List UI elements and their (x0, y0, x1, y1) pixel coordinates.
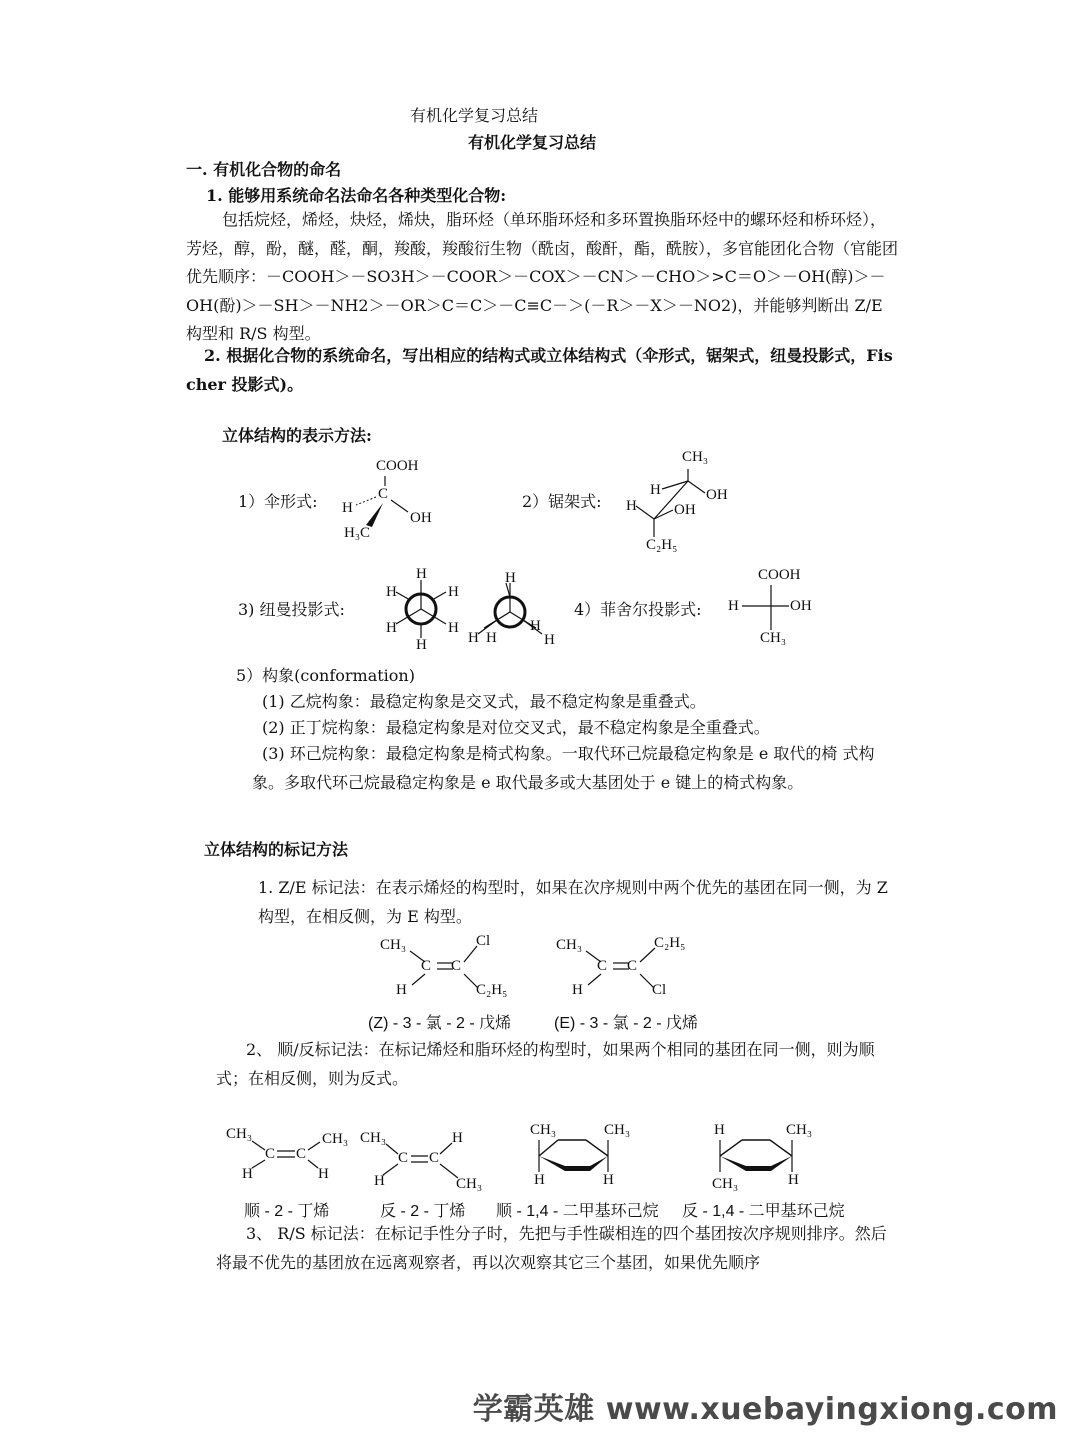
fischer-cooh: COOH (758, 567, 801, 583)
cis-butene-c1: C (265, 1146, 276, 1162)
z-c1: C (421, 958, 432, 974)
newman1-h-ul: H (386, 584, 397, 600)
cis-butene-caption: 顺 - 2 - 丁烯 (244, 1203, 330, 1220)
sawhorse-oh-top: OH (706, 487, 728, 503)
wedge-formula-label: 1）伞形式: (238, 492, 318, 511)
trans-dmch-ch3-l: CH₃ (712, 1176, 739, 1192)
trans-dmch-caption: 反 - 1,4 - 二甲基环己烷 (682, 1203, 845, 1220)
trans-butene-ch3-l: CH₃ (360, 1130, 387, 1146)
fischer-label: 4）菲舍尔投影式: (574, 600, 702, 619)
cis-butene-c2: C (296, 1146, 307, 1162)
ze-rule-text: 1. Z/E 标记法：在表示烯烃的构型时，如果在次序规则中两个优先的基团在同一侧，为 Z 构型，在相反侧，为 E 构型。 (258, 878, 888, 926)
e-caption: (E) - 3 - 氯 - 2 - 戊烯 (554, 1015, 699, 1032)
cis-butene-h-r: H (318, 1166, 329, 1182)
fischer-oh: OH (790, 598, 812, 614)
newman2-h-top: H (505, 570, 516, 586)
item-2-heading: 2. 根据化合物的系统命名，写出相应的结构式或立体结构式（伞形式，锯架式，纽曼投影式，Fischer 投影式)。 (186, 346, 893, 394)
page-title: 有机化学复习总结 (468, 133, 597, 152)
trans-butene-ch3-r: CH₃ (456, 1176, 483, 1192)
cis-dmch-h-r: H (603, 1172, 614, 1188)
e-ch3: CH₃ (556, 937, 583, 953)
newman2-h-l2: H (486, 630, 497, 646)
cis-butene-ch3-l: CH₃ (226, 1126, 253, 1142)
z-c2h5: C₂H₅ (476, 982, 508, 998)
section-heading-naming: 一. 有机化合物的命名 (186, 160, 342, 179)
sawhorse-h-top: H (650, 482, 661, 498)
cis-butene-h-l: H (242, 1166, 253, 1182)
stereo-notation-heading: 立体结构的标记方法 (204, 840, 349, 859)
paragraph-functional-groups: 包括烷烃，烯烃，炔烃，烯炔，脂环烃（单环脂环烃和多环置换脂环烃中的螺环烃和桥环烃），芳烃，醇，酚，醚，醛，酮，羧酸，羧酸衍生物（酰卤，酸酐，酯，酰胺），多官能团化合物（官能团优先顺序：－COOH＞－SO3H＞－COOR＞－COX＞－CN＞－CHO＞>C＝O＞－OH(醇)＞－OH(酚)＞－SH＞－NH2＞－OR＞C＝C＞－C≡C－＞(－R＞－X＞－NO2)，并能够判断出 Z/E 构型和 R/S 构型。 (186, 210, 899, 343)
newman2-h-r1: H (530, 618, 541, 634)
wedge-c: C (378, 486, 389, 502)
cis-dmch-h-l: H (534, 1172, 545, 1188)
trans-dmch-h-r: H (788, 1172, 799, 1188)
conformation-heading: 5）构象(conformation) (236, 666, 415, 685)
watermark: 学霸英雄 www.xuebayingxiong.com (472, 1392, 1058, 1427)
e-c2: C (627, 958, 638, 974)
z-ch3: CH₃ (380, 937, 407, 953)
stereo-representation-heading: 立体结构的表示方法: (222, 426, 372, 445)
newman2-h-r2: H (544, 632, 555, 648)
conformation-ethane: (1) 乙烷构象：最稳定构象是交叉式，最不稳定构象是重叠式。 (262, 692, 706, 711)
fischer-h: H (728, 598, 739, 614)
trans-butene-c1: C (398, 1150, 409, 1166)
sawhorse-ch3: CH₃ (682, 449, 709, 465)
trans-butene-caption: 反 - 2 - 丁烯 (380, 1203, 466, 1220)
newman1-h-ll: H (386, 620, 397, 636)
conformation-cyclohexane: (3) 环己烷构象：最稳定构象是椅式构象。一取代环己烷最稳定构象是 e 取代的椅 式构象。多取代环己烷最稳定构象是 e 取代最多或大基团处于 e 键上的椅式构象。 (252, 744, 875, 792)
z-cl: Cl (476, 933, 491, 949)
wedge-oh: OH (410, 510, 432, 526)
z-caption: (Z) - 3 - 氯 - 2 - 戊烯 (368, 1015, 512, 1032)
page-header: 有机化学复习总结 (410, 106, 539, 125)
newman1-h-bottom: H (416, 637, 427, 653)
rs-rule-text: 3、 R/S 标记法：在标记手性分子时，先把与手性碳相连的四个基团按次序规则排序。然后将最不优先的基团放在远离观察者，再以次观察其它三个基团，如果优先顺序 (216, 1224, 887, 1272)
e-cl: Cl (652, 982, 667, 998)
trans-dmch-ch3-r: CH₃ (786, 1122, 813, 1138)
fischer-ch3: CH₃ (760, 630, 787, 646)
sawhorse-c2h5: C₂H₅ (646, 537, 678, 553)
sawhorse-label: 2）锯架式: (522, 492, 602, 511)
cis-dmch-caption: 顺 - 1,4 - 二甲基环己烷 (496, 1203, 659, 1220)
z-h: H (396, 982, 407, 998)
newman2-h-l1: H (468, 630, 479, 646)
trans-dmch-h-l: H (714, 1122, 725, 1138)
e-c2h5: C₂H₅ (654, 935, 686, 951)
trans-butene-h-r: H (452, 1130, 463, 1146)
cis-dmch-ch3-r: CH₃ (604, 1122, 631, 1138)
cis-dmch-ch3-l: CH₃ (530, 1122, 557, 1138)
sawhorse-oh-bottom: OH (674, 502, 696, 518)
trans-butene-h-l: H (374, 1173, 385, 1189)
newman-label: 3) 纽曼投影式: (238, 600, 345, 619)
z-c2: C (451, 958, 462, 974)
item-1-heading: 1. 能够用系统命名法命名各种类型化合物: (206, 186, 507, 205)
conformation-butane: (2) 正丁烷构象：最稳定构象是对位交叉式，最不稳定构象是全重叠式。 (262, 718, 770, 737)
newman1-h-top: H (416, 566, 427, 582)
wedge-h3c: H₃C (344, 525, 371, 541)
wedge-cooh: COOH (376, 458, 419, 474)
e-h: H (572, 982, 583, 998)
trans-butene-c2: C (429, 1150, 440, 1166)
cis-trans-rule-text: 2、 顺/反标记法：在标记烯烃和脂环烃的构型时，如果两个相同的基团在同一侧，则为顺式；在相反侧，则为反式。 (216, 1040, 875, 1088)
cis-butene-ch3-r: CH₃ (322, 1131, 349, 1147)
sawhorse-h-bottom: H (626, 498, 637, 514)
newman1-h-ur: H (448, 584, 459, 600)
newman1-h-lr: H (448, 620, 459, 636)
e-c1: C (597, 958, 608, 974)
wedge-h: H (342, 500, 353, 516)
